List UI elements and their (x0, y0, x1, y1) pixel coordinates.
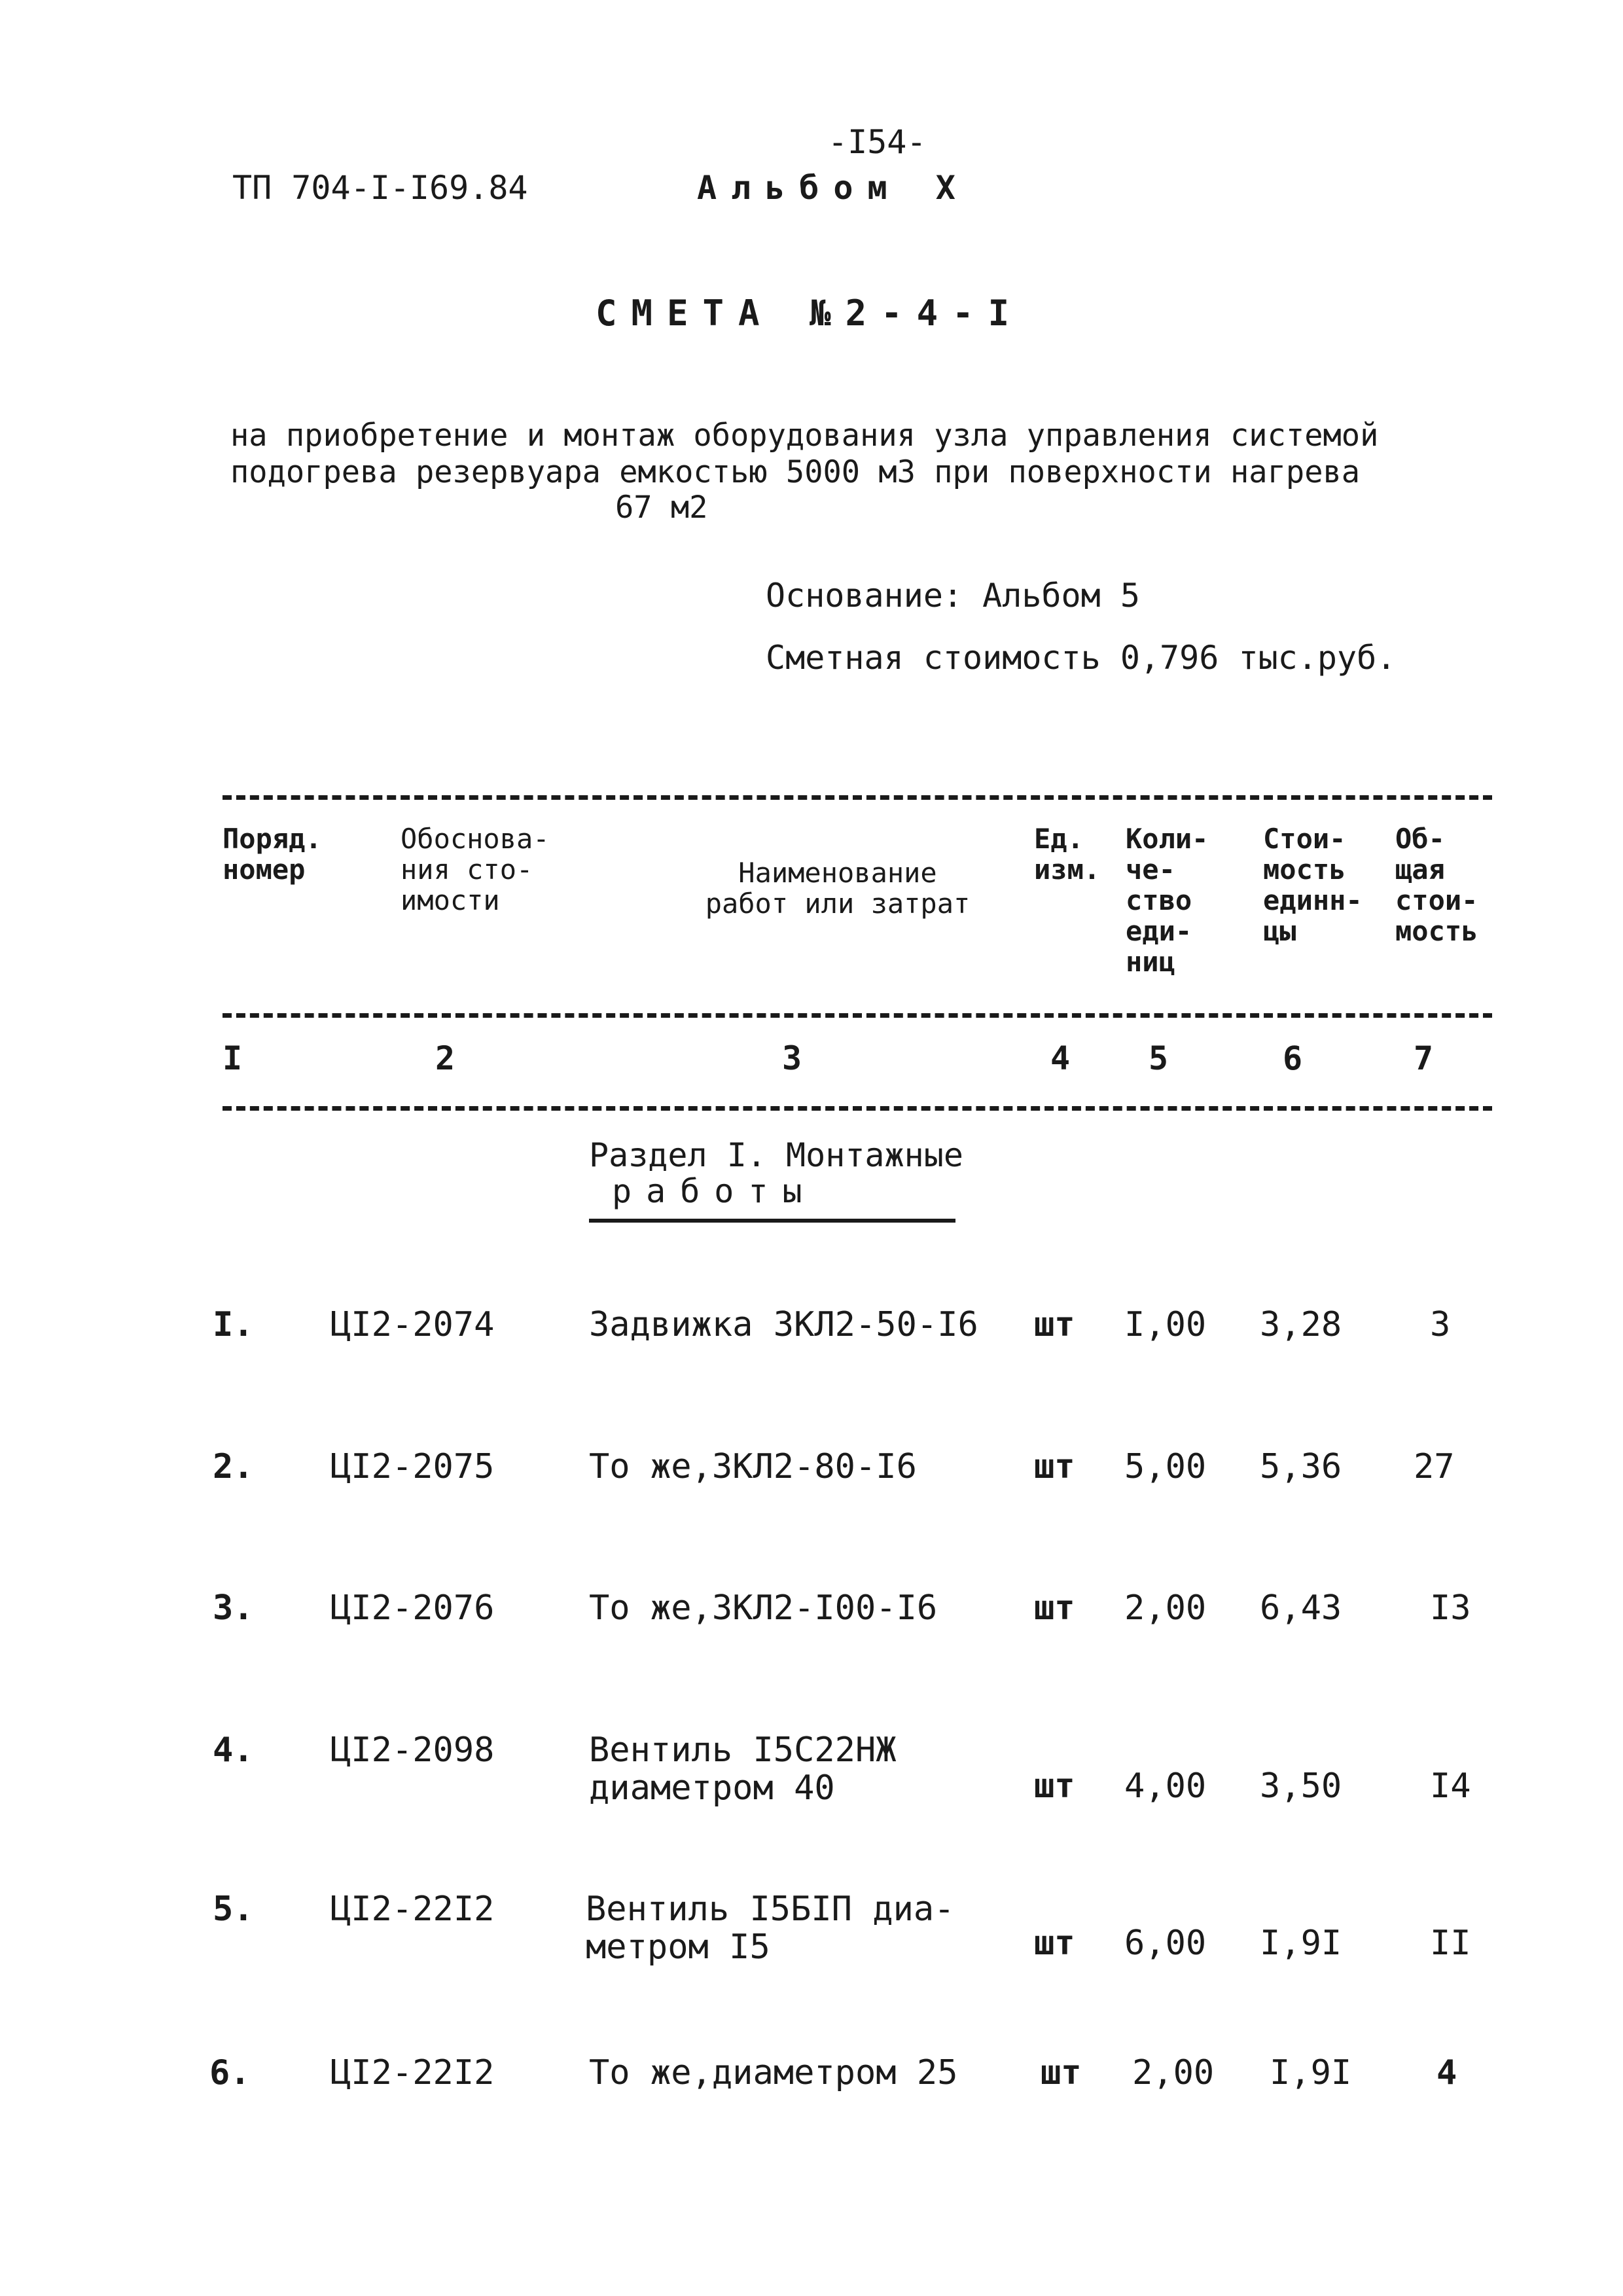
row-6-name: То же,диаметром 25 (589, 2053, 958, 2092)
project-code: ТП 704-I-I69.84 (232, 169, 528, 207)
row-1-unit: шт (1034, 1305, 1075, 1344)
row-6-unit: шт (1041, 2053, 1082, 2092)
description-line-1: на приобретение и монтаж оборудования узла управления системой (230, 418, 1379, 454)
album-label: Альбом X (697, 169, 970, 207)
row-3-num: 3. (213, 1588, 254, 1628)
basis: Основание: Альбом 5 (766, 577, 1140, 615)
header-col-5: Коли- че- ство еди- ниц (1126, 823, 1209, 978)
row-4-code: ЦI2-2098 (330, 1731, 495, 1770)
row-3-total: I3 (1430, 1588, 1471, 1628)
column-number-4: 4 (1050, 1039, 1071, 1077)
row-1-name: Задвижка ЗКЛ2-50-I6 (589, 1305, 978, 1344)
row-5-total: II (1430, 1924, 1471, 1963)
column-number-1: I (223, 1039, 243, 1077)
column-number-6: 6 (1283, 1039, 1303, 1077)
estimated-cost: Сметная стоимость 0,796 тыс.руб. (766, 639, 1397, 677)
row-6-price: I,9I (1270, 2053, 1352, 2092)
description-line-3: 67 м2 (615, 490, 708, 526)
row-6-code: ЦI2-22I2 (330, 2053, 495, 2092)
row-3-price: 6,43 (1260, 1588, 1342, 1628)
header-col-3: Наименование работ или затрат (705, 857, 971, 920)
column-number-2: 2 (435, 1039, 455, 1077)
column-number-7: 7 (1414, 1039, 1434, 1077)
row-4-name: Вентиль I5С22НЖ диаметром 40 (589, 1731, 897, 1808)
description-line-2: подогрева резервуара емкостью 5000 м3 при поверхности нагрева (230, 454, 1361, 490)
row-3-qty: 2,00 (1124, 1588, 1207, 1628)
section-title-line-1: Раздел I. Монтажные (589, 1136, 963, 1174)
row-2-qty: 5,00 (1124, 1447, 1207, 1486)
header-col-4: Ед. изм. (1034, 823, 1101, 886)
document-title: СМЕТА №2-4-I (596, 293, 1024, 334)
row-5-qty: 6,00 (1124, 1924, 1207, 1963)
row-3-name: То же,ЗКЛ2-I00-I6 (589, 1588, 938, 1628)
row-4-price: 3,50 (1260, 1767, 1342, 1806)
page-number: -I54- (828, 123, 927, 161)
row-5-code: ЦI2-22I2 (330, 1890, 495, 1929)
row-1-price: 3,28 (1260, 1305, 1342, 1344)
header-col-2: Обоснова- ния сто- имости (401, 823, 550, 917)
row-4-unit: шт (1034, 1767, 1075, 1806)
row-1-total: 3 (1430, 1305, 1451, 1344)
row-1-code: ЦI2-2074 (330, 1305, 495, 1344)
column-numbers-rule (223, 1106, 1492, 1111)
row-5-num: 5. (213, 1890, 254, 1929)
row-2-code: ЦI2-2075 (330, 1447, 495, 1486)
row-3-code: ЦI2-2076 (330, 1588, 495, 1628)
column-number-5: 5 (1149, 1039, 1169, 1077)
row-6-num: 6. (209, 2053, 251, 2092)
row-2-total: 27 (1414, 1447, 1455, 1486)
row-3-unit: шт (1034, 1588, 1075, 1628)
row-1-num: I. (213, 1305, 254, 1344)
section-title-line-2: работы (612, 1172, 817, 1210)
row-2-num: 2. (213, 1447, 254, 1486)
row-1-qty: I,00 (1124, 1305, 1207, 1344)
section-title-underline (589, 1219, 955, 1223)
row-5-price: I,9I (1260, 1924, 1342, 1963)
header-bottom-rule (223, 1013, 1492, 1018)
row-6-qty: 2,00 (1132, 2053, 1215, 2092)
row-4-num: 4. (213, 1731, 254, 1770)
row-4-total: I4 (1430, 1767, 1471, 1806)
header-col-1: Поряд. номер (223, 823, 322, 886)
row-2-name: То же,ЗКЛ2-80-I6 (589, 1447, 917, 1486)
row-4-qty: 4,00 (1124, 1767, 1207, 1806)
row-2-unit: шт (1034, 1447, 1075, 1486)
row-2-price: 5,36 (1260, 1447, 1342, 1486)
header-col-7: Об- щая стои- мость (1395, 823, 1478, 948)
row-6-total: 4 (1436, 2053, 1457, 2092)
row-5-name: Вентиль I5БIП диа- метром I5 (586, 1890, 955, 1967)
column-number-3: 3 (782, 1039, 802, 1077)
header-col-6: Стои- мость единн- цы (1263, 823, 1363, 948)
row-5-unit: шт (1034, 1924, 1075, 1963)
table-top-rule (223, 795, 1492, 800)
